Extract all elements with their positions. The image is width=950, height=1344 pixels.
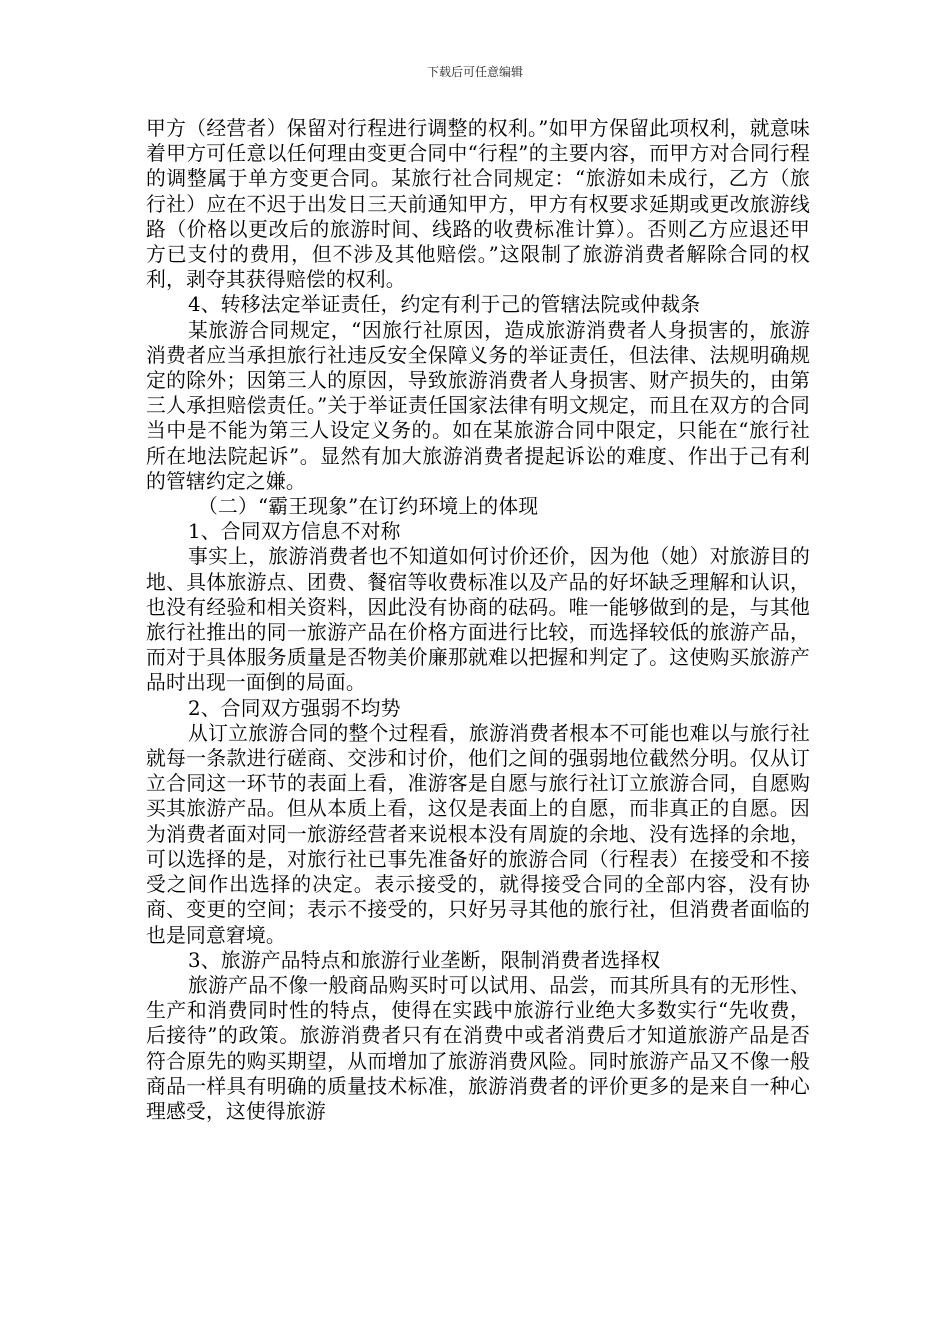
paragraph-product-features: 旅游产品不像一般商品购买时可以试用、品尝，而其所具有的无形性、生产和消费同时性的特点，使得在实践中旅游行业绝大多数实行“先收费，后接待”的政策。旅游消费者只有在消费中或者消费后才知道旅游产品是否符合原先的购买期望，从而增加了旅游消费风险。同时旅游产品又不像一般商品一样具有明确的质量技术标准，旅游消费者的评价更多的是来自一种心理感受，这使得旅游 [146, 973, 810, 1123]
paragraph-information-asymmetry: 事实上，旅游消费者也不知道如何讨价还价，因为他（她）对旅游目的地、具体旅游点、团费、餐宿等收费标准以及产品的好坏缺乏理解和认识，也没有经验和相关资料，因此没有协商的砝码。唯一能够做到的是，与其他旅行社推出的同一旅游产品在价格方面进行比较，而选择较低的旅游产品，而对于具体服务质量是否物美价廉那就难以把握和判定了。这使购买旅游产品时出现一面倒的局面。 [146, 545, 810, 695]
heading-item-1: 1、合同双方信息不对称 [188, 520, 401, 544]
paragraph-clause-adjustment: 甲方（经营者）保留对行程进行调整的权利。”如甲方保留此项权利，就意味着甲方可任意以任何理由变更合同中“行程”的主要内容，而甲方对合同行程的调整属于单方变更合同。某旅行社合同规定：“旅游如未成行，乙方（旅行社）应在不迟于出发日三天前通知甲方，甲方有权要求延期或更改旅游线路（价格以更改后的旅游时间、线路的收费标准计算）。否则乙方应退还甲方已支付的费用，但不涉及其他赔偿。”这限制了旅游消费者解除合同的权利，剥夺其获得赔偿的权利。 [146, 117, 810, 292]
heading-item-3: 3、旅游产品特点和旅游行业垄断，限制消费者选择权 [188, 948, 661, 972]
paragraph-burden-of-proof: 某旅游合同规定，“因旅行社原因，造成旅游消费者人身损害的，旅游消费者应当承担旅行社违反安全保障义务的举证责任，但法律、法规明确规定的除外；因第三人的原因，导致旅游消费者人身损害、财产损失的，由第三人承担赔偿责任。”关于举证责任国家法律有明文规定，而且在双方的合同当中是不能为第三人设定义务的。如在某旅游合同中限定，只能在“旅行社所在地法院起诉”。显然有加大旅游消费者提起诉讼的难度、作出于己有利的管辖约定之嫌。 [146, 318, 810, 493]
section-heading-2: （二）“霸王现象”在订约环境上的体现 [198, 495, 539, 519]
heading-item-4: 4、转移法定举证责任，约定有利于己的管辖法院或仲裁条 [188, 293, 701, 317]
heading-item-2: 2、合同双方强弱不均势 [188, 696, 401, 720]
paragraph-power-imbalance: 从订立旅游合同的整个过程看，旅游消费者根本不可能也难以与旅行社就每一条款进行磋商、交涉和讨价，他们之间的强弱地位截然分明。仅从订立合同这一环节的表面上看，准游客是自愿与旅行社订立旅游合同，自愿购买其旅游产品。但从本质上看，这仅是表面上的自愿，而非真正的自愿。因为消费者面对同一旅游经营者来说根本没有周旋的余地、没有选择的余地，可以选择的是，对旅行社已事先准备好的旅游合同（行程表）在接受和不接受之间作出选择的决定。表示接受的，就得接受合同的全部内容，没有协商、变更的空间；表示不接受的，只好另寻其他的旅行社，但消费者面临的也是同意窘境。 [146, 721, 810, 947]
document-body [146, 116, 810, 1124]
page-header: 下载后可任意编辑 [426, 65, 523, 79]
